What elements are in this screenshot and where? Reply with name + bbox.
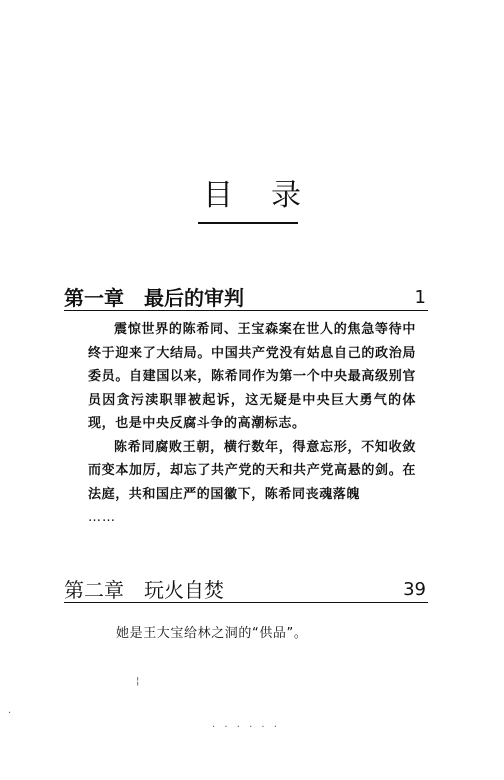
- chapter-2-summary-paragraph-1: 她是王大宝给林之洞的“供品”。: [116, 626, 308, 641]
- chapter-2-number: 第二章: [64, 578, 124, 602]
- toc-title: 目录: [203, 178, 339, 213]
- chapter-1-rule: [64, 310, 428, 311]
- chapter-1-summary: [88, 318, 416, 530]
- chapter-1-ellipsis: ……: [88, 510, 116, 525]
- chapter-1-number: 第一章: [64, 286, 124, 310]
- chapter-1-title-line: [64, 286, 244, 310]
- scan-speck: ¦: [136, 676, 140, 687]
- chapter-2-rule: [64, 602, 428, 603]
- chapter-2-title: 玩火自焚: [144, 578, 224, 602]
- chapter-1-summary-paragraph-1: 震惊世界的陈希同、王宝森案在世人的焦急等待中终于迎来了大结局。中国共产党没有姑息自己的政治局委员。自建国以来，陈希同作为第一个中央最高级别官员因贪污渎职罪被起诉，这无疑是中央巨大勇气的体现，也是中央反腐斗争的高潮标志。: [88, 322, 416, 431]
- chapter-1-heading[interactable]: [64, 284, 428, 310]
- chapter-2-heading[interactable]: [64, 576, 428, 602]
- chapter-1-summary-paragraph-2: 陈希同腐败王朝，横行数年，得意忘形，不知收敛而变本加厉，却忘了共产党的天和共产党高悬的剑。在法庭，共和国庄严的国徽下，陈希同丧魂落魄: [88, 439, 416, 502]
- chapter-1-title: 最后的审判: [144, 286, 244, 310]
- scan-speck: ·: [8, 708, 12, 719]
- chapter-1-page-number: 1: [414, 287, 426, 308]
- scan-speck: · · · · · ·: [212, 722, 280, 733]
- chapter-2-title-line: [64, 578, 224, 602]
- chapter-2-summary: [116, 622, 416, 646]
- toc-title-underline: [198, 222, 298, 224]
- chapter-2-page-number: 39: [403, 579, 426, 600]
